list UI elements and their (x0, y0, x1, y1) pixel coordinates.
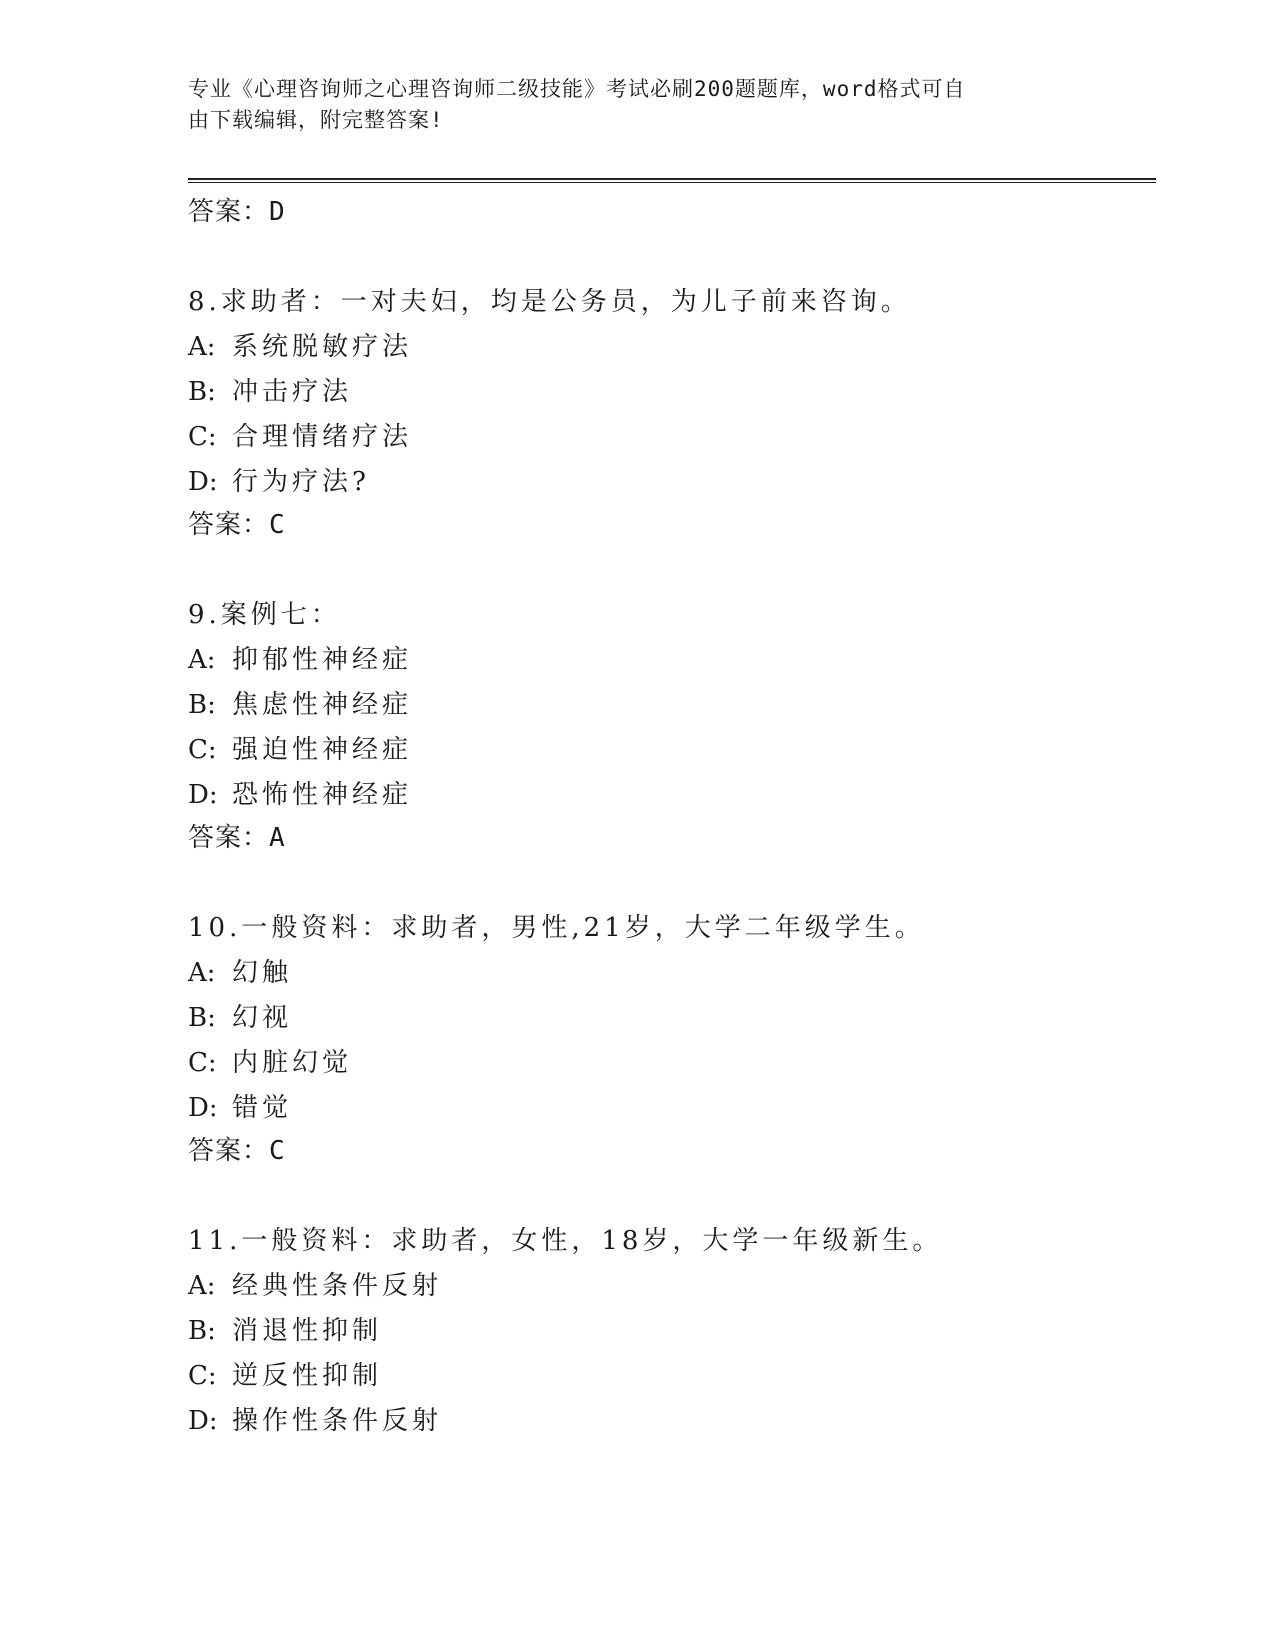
option-a (188, 325, 1148, 370)
option-label: A: (188, 645, 216, 675)
option-label: B: (188, 690, 216, 720)
header-divider (188, 178, 1156, 183)
option-b (188, 996, 1148, 1041)
option-b (188, 683, 1148, 728)
option-text: 抑郁性神经症 (232, 645, 413, 675)
option-a (188, 1264, 1148, 1309)
answer-line: 答案：C (188, 1136, 286, 1166)
option-b (188, 370, 1148, 415)
option-label: C: (188, 735, 217, 765)
option-a (188, 638, 1148, 683)
option-label: C: (188, 422, 217, 452)
question-stem: 10.一般资料：求助者，男性,21岁，大学二年级学生。 (188, 913, 925, 943)
option-text: 冲击疗法 (232, 377, 353, 407)
option-d (188, 1086, 1148, 1131)
option-text: 内脏幻觉 (232, 1048, 353, 1078)
question-stem: 8.求助者：一对夫妇，均是公务员，为儿子前来咨询。 (188, 287, 911, 317)
option-label: B: (188, 377, 216, 407)
option-c (188, 728, 1148, 773)
option-label: D: (188, 1093, 218, 1123)
option-d (188, 460, 1148, 505)
header-title-line-1: 专业《心理咨询师之心理咨询师二级技能》考试必刷200题题库，word格式可自 (188, 77, 966, 101)
option-text: 合理情绪疗法 (232, 422, 413, 452)
question-stem: 9.案例七： (188, 600, 341, 630)
option-c (188, 1041, 1148, 1086)
option-text: 经典性条件反射 (232, 1271, 443, 1301)
option-label: C: (188, 1361, 217, 1391)
option-text: 幻视 (232, 1003, 293, 1033)
option-text: 消退性抑制 (232, 1316, 383, 1346)
option-label: B: (188, 1003, 216, 1033)
option-label: C: (188, 1048, 217, 1078)
option-text: 错觉 (232, 1093, 293, 1123)
option-text: 系统脱敏疗法 (232, 332, 413, 362)
question-11 (188, 1219, 1148, 1444)
answer-line: 答案：D (188, 197, 286, 227)
option-label: A: (188, 958, 216, 988)
option-label: A: (188, 1271, 216, 1301)
option-text: 焦虑性神经症 (232, 690, 413, 720)
option-d (188, 1399, 1148, 1444)
option-text: 强迫性神经症 (232, 735, 413, 765)
question-8 (188, 280, 1148, 545)
question-list (188, 192, 1148, 1444)
option-text: 逆反性抑制 (232, 1361, 383, 1391)
question-10 (188, 906, 1148, 1171)
question-stem: 11.一般资料：求助者，女性，18岁，大学一年级新生。 (188, 1226, 943, 1256)
option-a (188, 951, 1148, 996)
question-9 (188, 593, 1148, 858)
option-b (188, 1309, 1148, 1354)
option-text: 幻触 (232, 958, 293, 988)
option-text: 操作性条件反射 (232, 1406, 443, 1436)
option-label: B: (188, 1316, 216, 1346)
option-c (188, 415, 1148, 460)
option-d (188, 773, 1148, 818)
option-label: A: (188, 332, 216, 362)
header-title-line-2: 由下载编辑，附完整答案! (188, 108, 444, 132)
document-header (188, 74, 1068, 136)
option-text: 行为疗法? (232, 467, 370, 497)
option-label: D: (188, 467, 218, 497)
option-label: D: (188, 1406, 218, 1436)
option-c (188, 1354, 1148, 1399)
option-label: D: (188, 780, 218, 810)
option-text: 恐怖性神经症 (232, 780, 413, 810)
answer-line: 答案：C (188, 510, 286, 540)
answer-line: 答案：A (188, 823, 286, 853)
